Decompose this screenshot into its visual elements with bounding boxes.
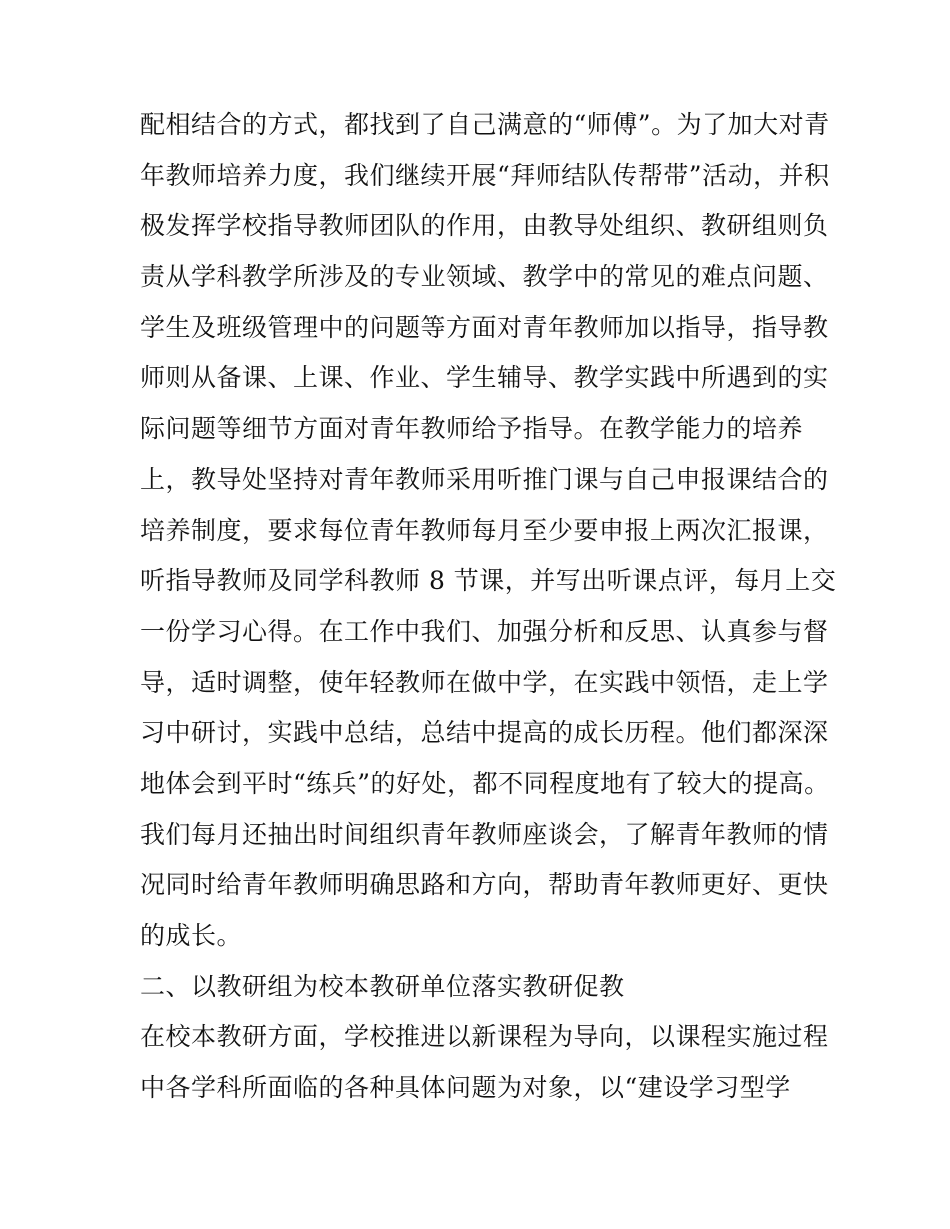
body-text [140,100,837,1114]
text-line: 在校本教研方面，学校推进以新课程为导向，以课程实施过程 [140,1022,829,1052]
text-line: 际问题等细节方面对青年教师给予指导。在教学能力的培养 [140,414,804,444]
text-line: 一份学习心得。在工作中我们、加强分析和反思、认真参与督 [140,616,829,646]
text-line: 地体会到平时“练兵”的好处，都不同程度地有了较大的提高。 [140,768,830,798]
text-line: 导，适时调整，使年轻教师在做中学，在实践中领悟，走上学 [140,667,829,697]
text-line: 配相结合的方式，都找到了自己满意的“师傅”。为了加大对青 [140,110,830,139]
text-line: 我们每月还抽出时间组织青年教师座谈会，了解青年教师的情 [140,819,829,849]
text-line: 听指导教师及同学科教师 8 节课，并写出听课点评，每月上交 [140,566,837,596]
text-line: 学生及班级管理中的问题等方面对青年教师加以指导，指导教 [140,312,829,342]
text-line: 习中研讨，实践中总结，总结中提高的成长历程。他们都深深 [140,718,829,748]
text-line: 培养制度，要求每位青年教师每月至少要申报上两次汇报课， [140,515,829,545]
text-line: 的成长。 [140,921,243,950]
text-line: 年教师培养力度，我们继续开展“拜师结队传帮带”活动，并积 [140,160,830,190]
text-line: 上，教导处坚持对青年教师采用听推门课与自己申报课结合的 [140,464,829,494]
text-line: 极发挥学校指导教师团队的作用，由教导处组织、教研组则负 [140,211,829,241]
text-line: 责从学科教学所涉及的专业领域、教学中的常见的难点问题、 [140,262,829,292]
text-line: 师则从备课、上课、作业、学生辅导、教学实践中所遇到的实 [140,363,829,393]
text-line: 中各学科所面临的各种具体问题为对象，以“建设学习型学 [140,1073,791,1103]
section-heading: 二、以教研组为校本教研单位落实教研促教 [140,971,625,1001]
text-line: 况同时给青年教师明确思路和方向，帮助青年教师更好、更快 [140,870,829,900]
